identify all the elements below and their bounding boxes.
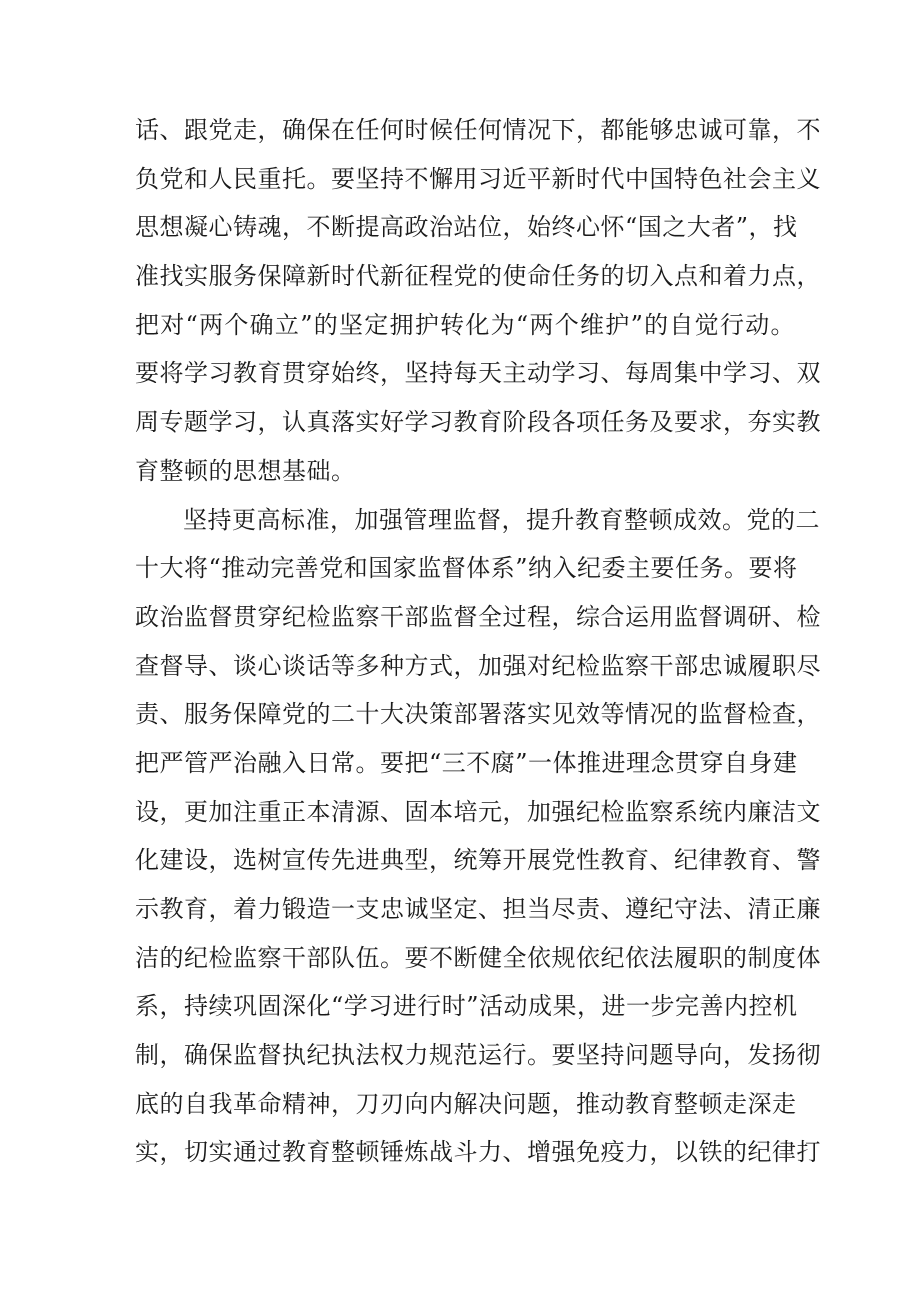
text-line: 洁的纪检监察干部队伍。要不断健全依规依纪依法履职的制度体 [135, 943, 821, 972]
text-line: 责、服务保障党的二十大决策部署落实见效等情况的监督检查， [135, 700, 821, 729]
text-line: 制，确保监督执纪执法权力规范运行。要坚持问题导向，发扬彻 [135, 1041, 821, 1070]
text-line: 实，切实通过教育整顿锤炼战斗力、增强免疫力，以铁的纪律打 [135, 1138, 821, 1167]
text-line: 周专题学习，认真落实好学习教育阶段各项任务及要求，夯实教 [135, 408, 821, 437]
text-line: 底的自我革命精神，刀刃向内解决问题，推动教育整顿走深走 [135, 1089, 797, 1118]
text-line: 系，持续巩固深化“学习进行时”活动成果，进一步完善内控机 [135, 992, 798, 1021]
text-line: 负党和人民重托。要坚持不懈用习近平新时代中国特色社会主义 [135, 164, 821, 193]
text-line: 政治监督贯穿纪检监察干部监督全过程，综合运用监督调研、检 [135, 602, 821, 631]
paragraph-1 [135, 106, 821, 496]
text-line: 查督导、谈心谈话等多种方式，加强对纪检监察干部忠诚履职尽 [135, 651, 821, 680]
document-body [135, 106, 821, 1177]
text-line: 把严管严治融入日常。要把“三不腐”一体推进理念贯穿自身建 [135, 748, 798, 777]
text-line: 把对“两个确立”的坚定拥护转化为“两个维护”的自觉行动。 [135, 310, 795, 339]
text-line: 要将学习教育贯穿始终，坚持每天主动学习、每周集中学习、双 [135, 359, 821, 388]
text-line: 设，更加注重正本清源、固本培元，加强纪检监察系统内廉洁文 [135, 797, 821, 826]
paragraph-2 [135, 496, 821, 1178]
text-line: 话、跟党走，确保在任何时候任何情况下，都能够忠诚可靠，不 [135, 116, 821, 144]
text-line: 化建设，选树宣传先进典型，统筹开展党性教育、纪律教育、警 [135, 846, 821, 875]
text-line: 坚持更高标准，加强管理监督，提升教育整顿成效。党的二 [183, 505, 820, 534]
text-line: 思想凝心铸魂，不断提高政治站位，始终心怀“国之大者”，找 [135, 213, 798, 242]
text-line: 准找实服务保障新时代新征程党的使命任务的切入点和着力点， [135, 262, 821, 291]
text-line: 示教育，着力锻造一支忠诚坚定、担当尽责、遵纪守法、清正廉 [135, 895, 821, 923]
text-line: 十大将“推动完善党和国家监督体系”纳入纪委主要任务。要将 [135, 554, 798, 583]
text-line: 育整顿的思想基础。 [135, 456, 356, 485]
